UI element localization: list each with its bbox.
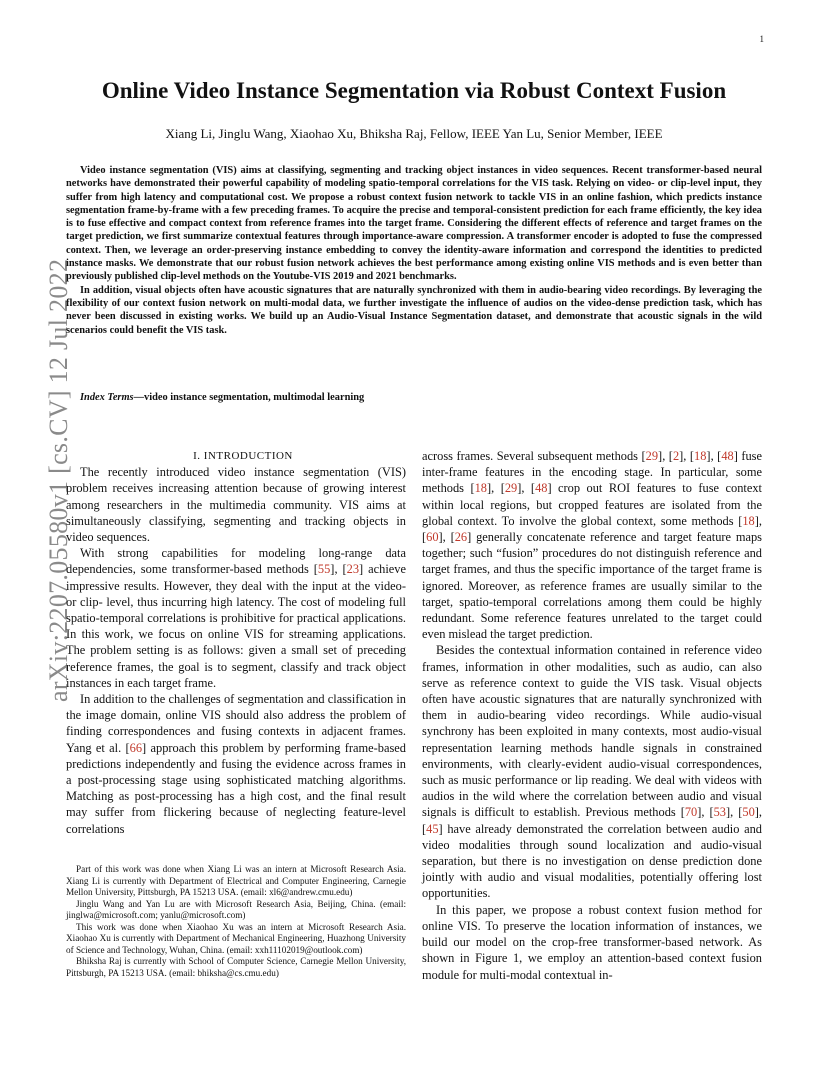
body-paragraph: The recently introduced video instance segmentation (VIS) problem receives increasing attention because of growing interest among researchers in the multimedia community. VIS aims at simultaneously classifying, segmenting and tracking objects in video sequences. — [66, 465, 406, 545]
abstract-paragraph: In addition, visual objects often have acoustic signatures that are naturally synchronized with them in audio-bearing video recordings. By leveraging the flexibility of our context fusion network on multi-modal data, we further investigate the influence of audios on the video-dense prediction task, which has never been discussed in existing works. We build up an Audio-Visual Instance Segmentation dataset, and demonstrate that acoustic signals in the wild scenarios could benefit the VIS task. — [66, 284, 762, 336]
citation-link[interactable]: 48 — [535, 481, 548, 496]
citation-link[interactable]: 70 — [684, 805, 698, 820]
citation-link[interactable]: 18 — [742, 513, 755, 528]
index-terms-text: —video instance segmentation, multimodal learning — [133, 392, 365, 403]
citation-link[interactable]: 66 — [129, 740, 143, 755]
body-paragraph: Besides the contextual information contained in reference video frames, information in other modalities, such as audio, can also serve as reference context to guide the VIS task. Visual objects often have acoustic signatures that are naturally synchronized with them in audio-bearing video recordings. While audio-visual synchrony has been exploited in many contexts, most audio-visual representation learning methods handle signals in constrained environments, with clearly-evident audio-visual correspondences, such as music performance or lip reading. We deal with videos with audios in the wild where the correlation between audio and visual signals is difficult to establish. Previous methods [70], [53], [50], [45] have already demonstrated the correlation between audio and video modalities through sound localization and audio-visual separation, but there is no investigation on dense prediction done jointly with audio and visual modalities, potentially offering lost opportunities. — [422, 643, 763, 901]
citation-link[interactable]: 53 — [713, 805, 726, 820]
left-column — [66, 448, 406, 837]
citation-link[interactable]: 29 — [504, 481, 518, 496]
body-paragraph: In addition to the challenges of segmentation and classification in the image domain, online VIS should also address the problem of finding correspondences and fusing contexts in adjacent frames. Yang et al. [66] approach this problem by performing frame-based predictions independently and fusing the evidence across frames in a post-processing stage using sophisticated matching algorithms. Matching as post-processing has a high cost, and the final result may suffer from flickering because of neglecting feature-level correlations — [66, 692, 407, 836]
author-list: Xiang Li, Jinglu Wang, Xiaohao Xu, Bhiksha Raj, Fellow, IEEE Yan Lu, Senior Member, IEEE — [165, 126, 663, 141]
citation-link[interactable]: 18 — [474, 481, 487, 496]
body-paragraph: With strong capabilities for modeling long-range data dependencies, some transformer-based methods [55], [23] achieve impressive results. However, they deal with the input at the video- or clip- level, thus incurring high latency. The cost of modeling full spatio-temporal correlations is prohibitive for practical applications. In this work, we focus on online VIS for streaming applications. The problem setting is as follows: given a small set of preceding reference frames, the goal is to segment, classify and track object instances in each target frame. — [66, 546, 406, 690]
abstract-paragraph: Video instance segmentation (VIS) aims at classifying, segmenting and tracking object instances in video sequences. Recent transformer-based neural networks have demonstrated their powerful capability of modeling spatio-temporal correlations for the VIS task. Relying on video- or clip-level input, they suffer from high latency and computational cost. We propose a robust context fusion network to tackle VIS in an online fashion, which predicts instance segmentation frame-by-frame with a few preceding frames. To acquire the precise and temporal-consistent prediction for each frame efficiently, the key idea is to fuse effective and compact context from reference frames into the target frame. Considering the different effects of reference and target frames on the target prediction, we first summarize contextual features through importance-aware compression. A transformer encoder is adopted to fuse the compressed context. Then, we leverage an order-preserving instance embedding to convey the identity-aware information and correspond the identities to predicted instance masks. We demonstrate that our robust fusion network achieves the best performance among existing online VIS methods and is even better than previously published clip-level methods on the Youtube-VIS 2019 and 2021 benchmarks. — [66, 165, 762, 283]
right-column — [422, 448, 762, 983]
citation-link[interactable]: 45 — [426, 821, 439, 836]
page-number: 1 — [759, 34, 764, 44]
citation-link[interactable]: 26 — [454, 530, 468, 545]
citation-link[interactable]: 2 — [672, 449, 680, 463]
citation-link[interactable]: 50 — [742, 805, 755, 820]
footnote: Jinglu Wang and Yan Lu are with Microsoft Research Asia, Beijing, China. (email: jinglwa@microsoft.com; yanlu@microsoft.com) — [66, 898, 406, 920]
abstract — [66, 164, 762, 337]
footnote: This work was done when Xiaohao Xu was an intern at Microsoft Research Asia. Xiaohao Xu is currently with Department of Mechanical Engineering, Huazhong University of Science and Technology, Wuhan, China. (email: xxh11102019@outlook.com) — [66, 921, 406, 955]
arxiv-stamp: arXiv:2207.05580v1 [cs.CV] 12 Jul 2022 — [44, 258, 73, 702]
citation-link[interactable]: 29 — [645, 449, 659, 463]
section-heading: I. INTRODUCTION — [193, 450, 293, 462]
body-paragraph: across frames. Several subsequent methods [29], [2], [18], [48] fuse inter-frame features in the encoding stage. In particular, some methods [18], [29], [48] crop out ROI features to fuse context within local regions, but cropped features are isolated from the global context. To involve the global context, some methods [18], [60], [26] generally concatenate reference and target feature maps together; such “fusion” procedures do not distinguish reference and target frames, and thus the specific importance of the target frame is ignored. Moreover, as reference frames are usually similar to the target, spatio-temporal correlations among them could be highly redundant. Some reference features unrelated to the target could even mislead the target prediction. — [422, 449, 762, 642]
footnotes — [66, 864, 406, 979]
citation-link[interactable]: 55 — [317, 562, 331, 577]
index-terms-label: Index Terms — [80, 392, 134, 403]
footnote: Bhiksha Raj is currently with School of Computer Science, Carnegie Mellon University, Pittsburgh, PA 15213 USA. (email: bhiksha@cs.cmu.edu) — [66, 956, 406, 978]
paper-title: Online Video Instance Segmentation via Robust Context Fusion — [101, 78, 727, 103]
citation-link[interactable]: 60 — [426, 530, 439, 545]
index-terms — [66, 392, 762, 403]
footnote: Part of this work was done when Xiang Li was an intern at Microsoft Research Asia. Xiang Li is currently with Department of Electrical and Computer Engineering, Carnegie Mellon University, Pittsburgh, PA 15213 USA. (email: xl6@andrew.cmu.edu) — [66, 864, 406, 897]
citation-link[interactable]: 18 — [694, 449, 707, 463]
citation-link[interactable]: 48 — [721, 449, 734, 463]
citation-link[interactable]: 23 — [346, 562, 360, 577]
body-paragraph: In this paper, we propose a robust context fusion method for online VIS. To preserve the location information of instances, we build our model on the crop-free transformer-based network. As shown in Figure 1, we employ an attention-based context fusion module for multi-modal contextual in- — [422, 902, 762, 982]
